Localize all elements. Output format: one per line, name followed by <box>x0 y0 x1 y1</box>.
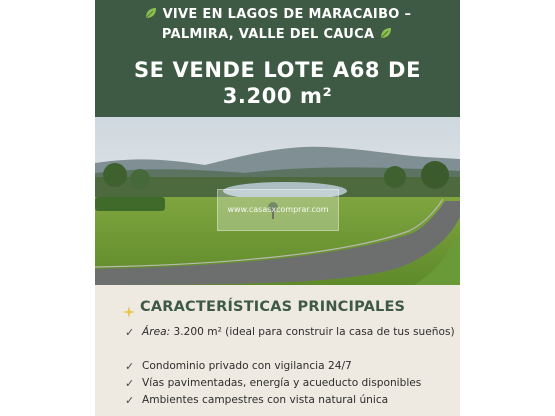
check-icon: ✓ <box>125 326 135 339</box>
listing-title-line-2: 3.200 m² <box>222 84 333 108</box>
features-section <box>95 285 460 416</box>
feature-text: Vías pavimentadas, energía y acueducto disponibles <box>142 377 422 389</box>
listing-title-line-1: SE VENDE LOTE A68 DE <box>133 58 422 82</box>
feature-text: 3.200 m² (ideal para construir la casa de tus sueños) <box>170 326 455 338</box>
feature-text: Condominio privado con vigilancia 24/7 <box>142 360 352 372</box>
check-icon: ✓ <box>125 377 135 390</box>
header-line-2-text: PALMIRA, VALLE DEL CAUCA <box>161 27 375 42</box>
feature-text: Ambientes campestres con vista natural única <box>142 394 389 406</box>
poster-header <box>95 0 460 117</box>
watermark: www.casasxcomprar.com <box>217 189 339 231</box>
leaf-icon <box>144 6 158 24</box>
sparkle-icon <box>123 303 135 322</box>
leaf-icon <box>379 26 393 44</box>
lot-photo <box>95 117 460 285</box>
header-line-2 <box>95 26 460 44</box>
header-line-1-text: VIVE EN LAGOS DE MARACAIBO – <box>162 7 412 22</box>
header-line-1 <box>95 6 460 24</box>
check-icon: ✓ <box>125 394 135 407</box>
check-icon: ✓ <box>125 360 135 373</box>
listing-poster <box>95 0 460 416</box>
features-heading: CARACTERÍSTICAS PRINCIPALES <box>140 299 406 315</box>
feature-label: Área: <box>142 326 171 338</box>
